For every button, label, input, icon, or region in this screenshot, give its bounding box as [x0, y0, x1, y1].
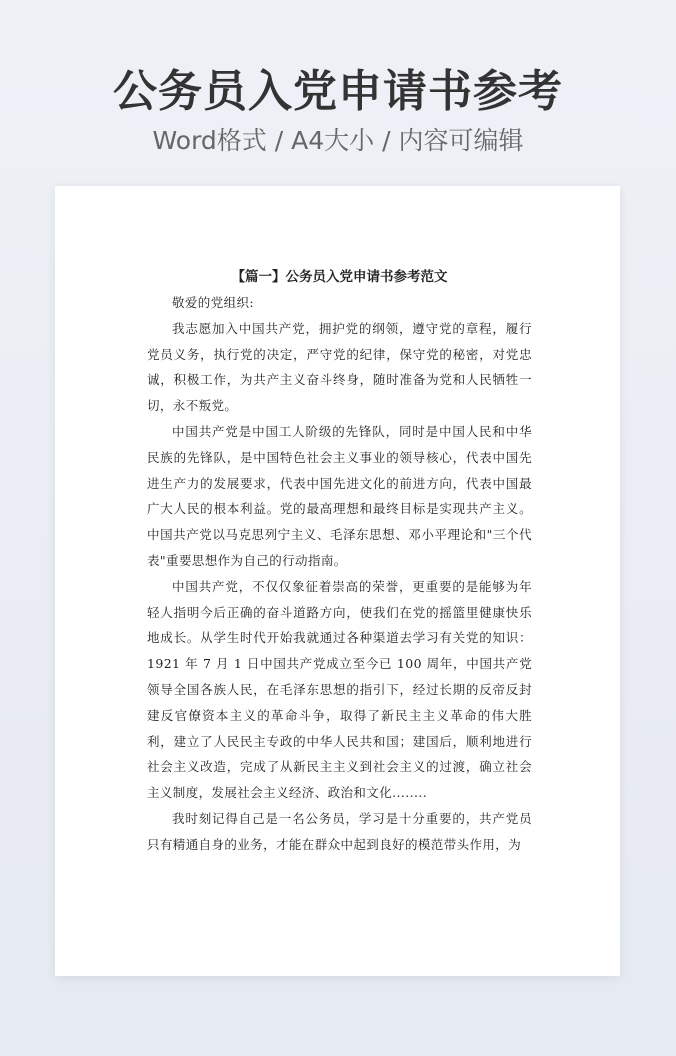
- document-paragraph: 中国共产党是中国工人阶级的先锋队，同时是中国人民和中华民族的先锋队，是中国特色社会主义事业的领导核心，代表中国先进生产力的发展要求，代表中国先进文化的前进方向，代表中国最广大人民的根本利益。党的最高理想和最终目标是实现共产主义。中国共产党以马克思列宁主义、毛泽东思想、邓小平理论和"三个代表"重要思想作为自己的行动指南。: [147, 423, 532, 568]
- document-paragraph: 中国共产党，不仅仅象征着崇高的荣誉，更重要的是能够为年轻人指明今后正确的奋斗道路方向，使我们在党的摇篮里健康快乐地成长。从学生时代开始我就通过各种渠道去学习有关党的知识：1921 年 7 月 1 日中国共产党成立至今已 100 周年，中国共产党领导全国各族人民，在毛泽东思想的指引下，经过长期的反帝反封建反官僚资本主义的革命斗争，取得了新民主主义革命的伟大胜利，建立了人民民主专政的中华人民共和国；建国后，顺利地进行社会主义改造，完成了从新民主主义到社会主义的过渡，确立社会主义制度，发展社会主义经济、政治和文化........: [147, 578, 532, 801]
- document-page: [55, 186, 620, 976]
- page-header: [0, 62, 676, 158]
- page-subtitle: Word格式 / A4大小 / 内容可编辑: [152, 126, 524, 155]
- document-salutation: 敬爱的党组织:: [172, 295, 255, 310]
- document-title: 【篇一】公务员入党申请书参考范文: [231, 269, 448, 285]
- document-paragraph: 我志愿加入中国共产党，拥护党的纲领，遵守党的章程，履行党员义务，执行党的决定，严守党的纪律，保守党的秘密，对党忠诚，积极工作，为共产主义奋斗终身，随时准备为党和人民牺牲一切，永不叛党。: [147, 320, 532, 414]
- page-title: 公务员入党申请书参考: [113, 66, 563, 117]
- document-body: [147, 266, 532, 858]
- document-paragraph: 我时刻记得自己是一名公务员，学习是十分重要的，共产党员只有精通自身的业务，才能在群众中起到良好的模范带头作用，为: [147, 810, 532, 852]
